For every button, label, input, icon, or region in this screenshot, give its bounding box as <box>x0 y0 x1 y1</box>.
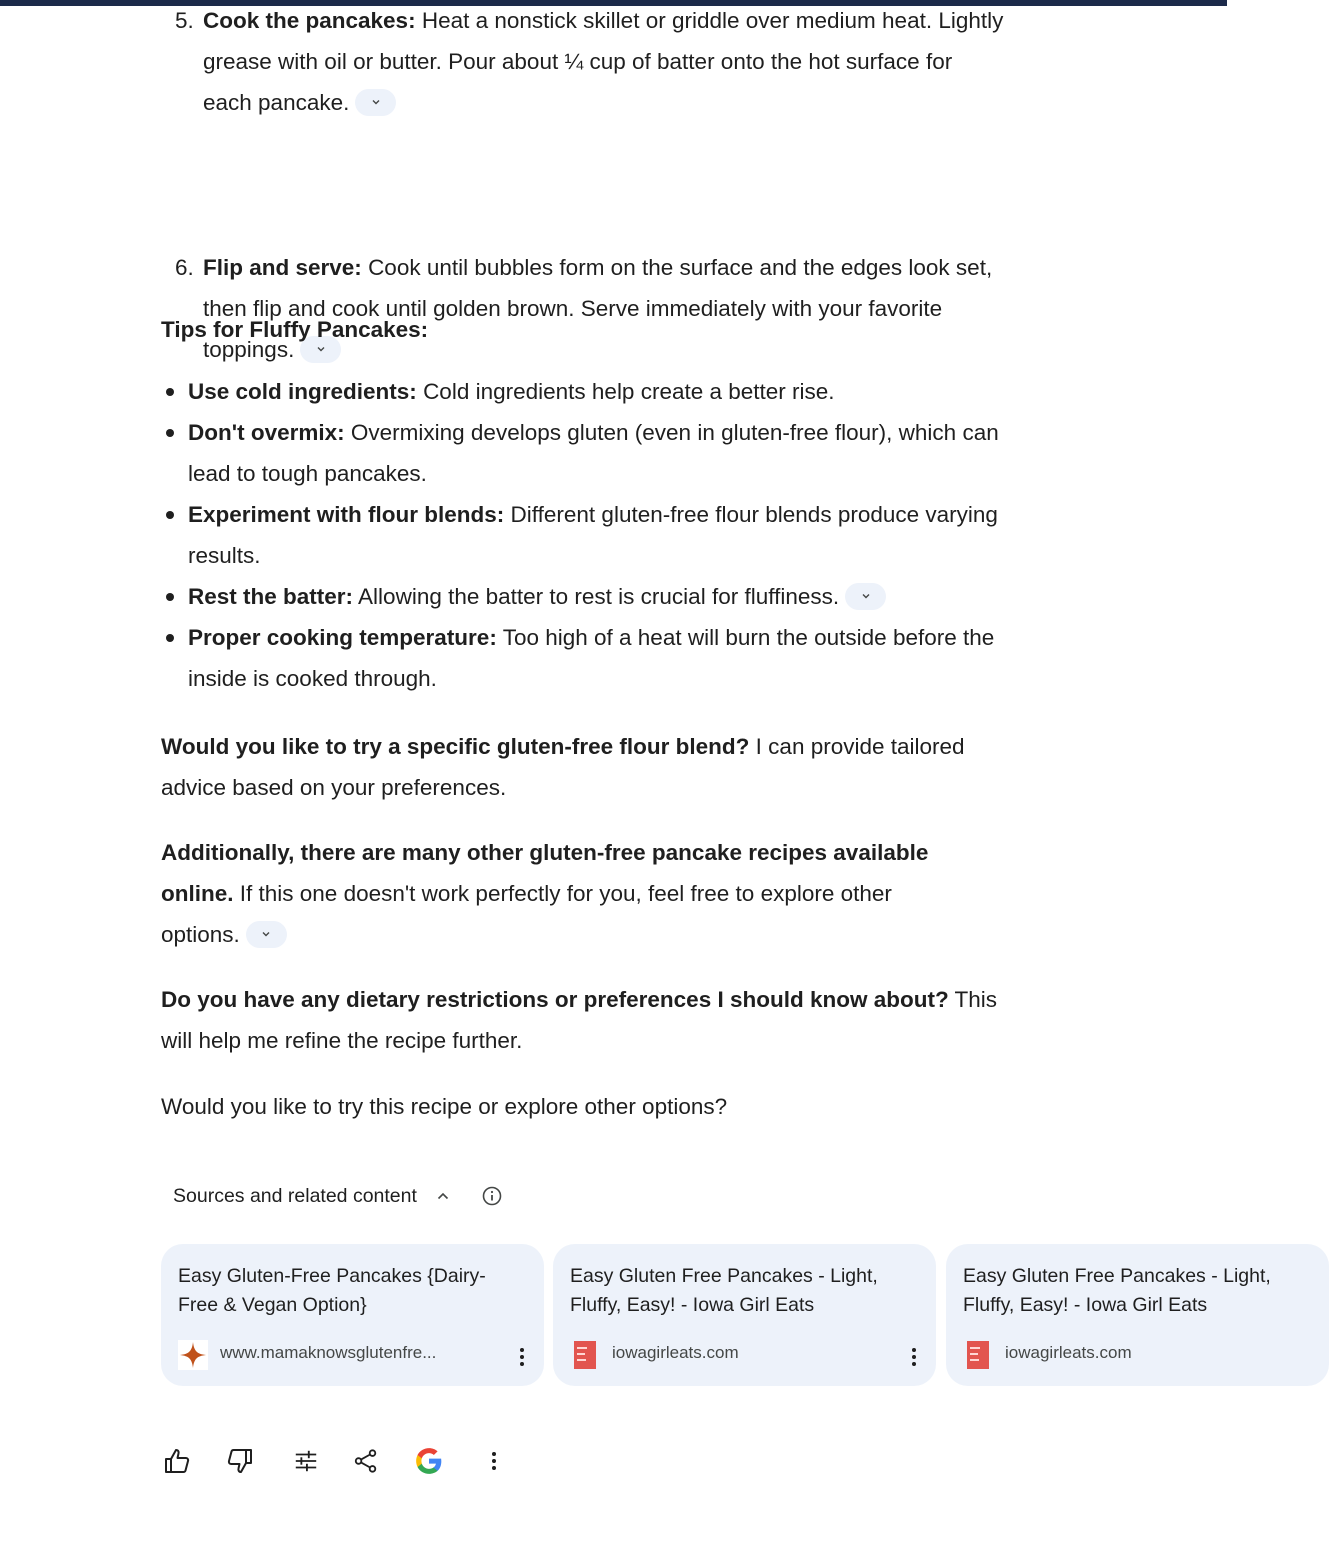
list-item <box>161 371 1071 412</box>
paragraph-text: options. <box>161 922 240 947</box>
paragraph-text: advice based on your preferences. <box>161 775 507 800</box>
chevron-down-icon <box>260 928 272 940</box>
paragraph-bold: Additionally, there are many other gluten-free pancake recipes available <box>161 840 929 865</box>
sources-toggle[interactable] <box>173 1178 503 1214</box>
paragraph-closing <box>161 1086 1071 1127</box>
more-options-button[interactable] <box>478 1440 510 1482</box>
sources-carousel <box>161 1244 1271 1386</box>
step-text: grease with oil or butter. Pour about ¼ cup of batter onto the hot surface for <box>203 49 953 74</box>
tip-text: Cold ingredients help create a better rise. <box>423 379 835 404</box>
paragraph-bold: online. <box>161 881 234 906</box>
iowa-girl-eats-favicon-icon <box>963 1340 993 1370</box>
share-button[interactable] <box>350 1440 382 1482</box>
source-card-site: iowagirleats.com <box>612 1343 739 1362</box>
paragraph-bold: Would you like to try a specific gluten-free flour blend? <box>161 734 750 759</box>
paragraph-text: I can provide tailored <box>755 734 965 759</box>
thumbs-down-icon <box>226 1447 254 1475</box>
step-number: 6. <box>175 255 194 280</box>
sources-heading: Sources and related content <box>173 1184 417 1207</box>
step-text: then flip and cook until golden brown. Serve immediately with your favorite <box>203 296 943 321</box>
modify-response-button[interactable] <box>290 1440 322 1482</box>
tip-title: Experiment with flour blends: <box>188 502 505 527</box>
double-check-button[interactable] <box>413 1440 445 1482</box>
tip-title: Proper cooking temperature: <box>188 625 497 650</box>
source-card[interactable] <box>161 1244 544 1386</box>
source-expand-chip[interactable] <box>246 921 287 948</box>
tips-list <box>161 371 1071 699</box>
tip-title: Rest the batter: <box>188 584 354 609</box>
tip-text: lead to tough pancakes. <box>188 461 427 486</box>
tip-text: Overmixing develops gluten (even in gluten-free flour), which can <box>350 420 999 445</box>
source-card-title: Easy Gluten-Free Pancakes {Dairy- Free & Vegan Option} <box>178 1265 486 1316</box>
paragraph-text: Would you like to try this recipe or explore other options? <box>161 1094 728 1119</box>
tip-text: results. <box>188 543 261 568</box>
response-content <box>161 0 1071 1119</box>
thumbs-down-button[interactable] <box>224 1440 256 1482</box>
chevron-down-icon <box>370 96 382 108</box>
more-vertical-icon[interactable] <box>910 1346 918 1368</box>
tip-title: Don't overmix: <box>188 420 345 445</box>
star-favicon-icon <box>178 1340 208 1370</box>
list-item <box>161 576 1071 617</box>
more-vertical-icon <box>490 1450 498 1472</box>
step-item <box>161 0 1071 123</box>
chevron-down-icon <box>860 590 872 602</box>
paragraph-text: This <box>954 987 998 1012</box>
paragraph-dietary <box>161 979 1071 1061</box>
step-number: 5. <box>175 8 194 33</box>
paragraph-text: If this one doesn't work perfectly for you, feel free to explore other <box>239 881 892 906</box>
tune-icon <box>293 1448 319 1474</box>
step-text: Heat a nonstick skillet or griddle over medium heat. Lightly <box>421 8 1004 33</box>
tip-text: Too high of a heat will burn the outside before the <box>502 625 995 650</box>
share-icon <box>353 1448 379 1474</box>
google-g-icon <box>414 1446 444 1476</box>
step-text: Cook until bubbles form on the surface and the edges look set, <box>368 255 993 280</box>
tip-text: Different gluten-free flour blends produce varying <box>510 502 998 527</box>
info-icon[interactable] <box>481 1185 503 1207</box>
source-expand-chip[interactable] <box>355 89 396 116</box>
paragraph-flour-blend <box>161 726 1071 808</box>
tip-text: inside is cooked through. <box>188 666 437 691</box>
source-card[interactable] <box>946 1244 1329 1386</box>
step-text: toppings. <box>203 337 295 362</box>
step-title: Cook the pancakes: <box>203 8 416 33</box>
chevron-up-icon <box>435 1188 451 1204</box>
iowa-girl-eats-favicon-icon <box>570 1340 600 1370</box>
thumbs-up-button[interactable] <box>161 1440 193 1482</box>
paragraph-bold: Do you have any dietary restrictions or preferences I should know about? <box>161 987 949 1012</box>
source-card[interactable] <box>553 1244 936 1386</box>
more-vertical-icon[interactable] <box>518 1346 526 1368</box>
tips-heading: Tips for Fluffy Pancakes: <box>161 317 429 342</box>
source-card-site: iowagirleats.com <box>1005 1343 1132 1362</box>
source-card-title: Easy Gluten Free Pancakes - Light, Fluffy, Easy! - Iowa Girl Eats <box>963 1265 1271 1316</box>
thumbs-up-icon <box>163 1447 191 1475</box>
paragraph-text: will help me refine the recipe further. <box>161 1028 523 1053</box>
source-expand-chip[interactable] <box>845 583 886 610</box>
source-card-site: www.mamaknowsglutenfre... <box>220 1343 437 1362</box>
list-item <box>161 617 1071 699</box>
list-item <box>161 494 1071 576</box>
tip-title: Use cold ingredients: <box>188 379 417 404</box>
step-title: Flip and serve: <box>203 255 362 280</box>
tip-text: Allowing the batter to rest is crucial for fluffiness. <box>358 584 840 609</box>
step-text: each pancake. <box>203 90 350 115</box>
list-item <box>161 412 1071 494</box>
source-card-title: Easy Gluten Free Pancakes - Light, Fluffy, Easy! - Iowa Girl Eats <box>570 1265 878 1316</box>
paragraph-other-recipes <box>161 832 1071 955</box>
